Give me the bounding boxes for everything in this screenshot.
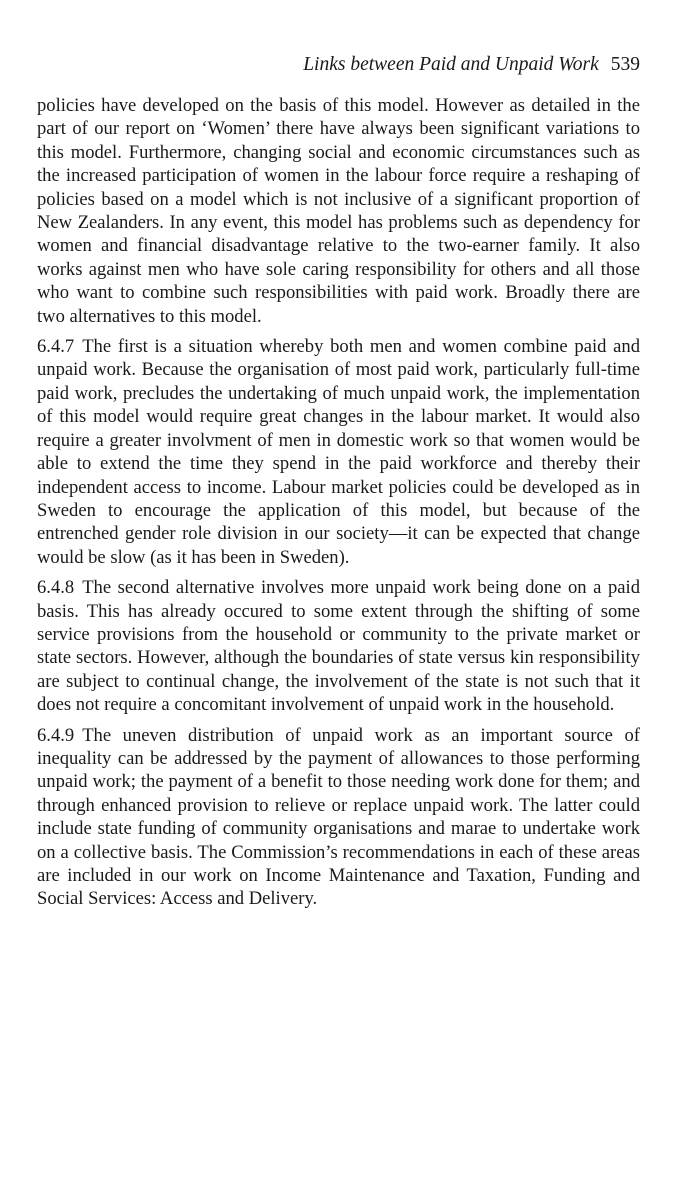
running-head-title: Links between Paid and Unpaid Work	[303, 54, 599, 75]
paragraph-number: 6.4.8	[37, 577, 75, 599]
paragraph-text: policies have developed on the basis of this model. However as detailed in the part of our report on ‘Women’ there have always been significant variations to this model. Furthermore, changing social and economic circumstances such as the increased participation of women in the labour force require a reshaping of policies based on a model which is not inclusive of a significant proportion of New Zealanders. In any event, this model has problems such as dependency for women and financial disadvantage relative to the two-earner family. It also works against men who have sole caring responsibility for others and all those who want to combine such responsibilities with paid work. Broadly there are two alternatives to this model.	[37, 95, 640, 327]
paragraph-number: 6.4.7	[37, 336, 75, 358]
running-head	[37, 52, 640, 78]
document-page	[37, 52, 640, 918]
paragraph-6-4-9	[37, 724, 640, 911]
paragraph-text: The uneven distribution of unpaid work as an important source of inequality can be addressed by the payment of allowances to those performing unpaid work; the payment of a benefit to those needing work done for them; and through enhanced provision to relieve or replace unpaid work. The latter could include state funding of community organisations and marae to undertake work on a collective basis. The Commission’s recommendations in each of these areas are included in our work on Income Maintenance and Taxation, Funding and Social Services: Access and Delivery.	[37, 724, 640, 910]
paragraph-text: The second alternative involves more unpaid work being done on a paid basis. This has already occured to some extent through the shifting of some service provisions from the household or community to the private market or state sectors. However, although the boundaries of state versus kin responsibility are subject to continual change, the involvement of the state is not such that it does not require a concomitant involvement of unpaid work in the household.	[37, 577, 640, 716]
paragraph-text: The first is a situation whereby both men and women combine paid and unpaid work. Because the organisation of most paid work, particularly full-time paid work, precludes the undertaking of much unpaid work, the implementation of this model would require great changes in the labour market. It would also require a greater involvment of men in domestic work so that women would be able to extend the time they spend in the paid workforce and thereby their independent access to income. Labour market policies could be developed as in Sweden to encourage the application of this model, but because of the entrenched gender role division in our society—it can be expected that change would be slow (as it has been in Sweden).	[37, 336, 640, 568]
paragraph-continued	[37, 94, 640, 328]
page-number: 539	[610, 54, 640, 75]
paragraph-number: 6.4.9	[37, 724, 75, 746]
paragraph-6-4-8	[37, 576, 640, 716]
paragraph-6-4-7	[37, 335, 640, 569]
